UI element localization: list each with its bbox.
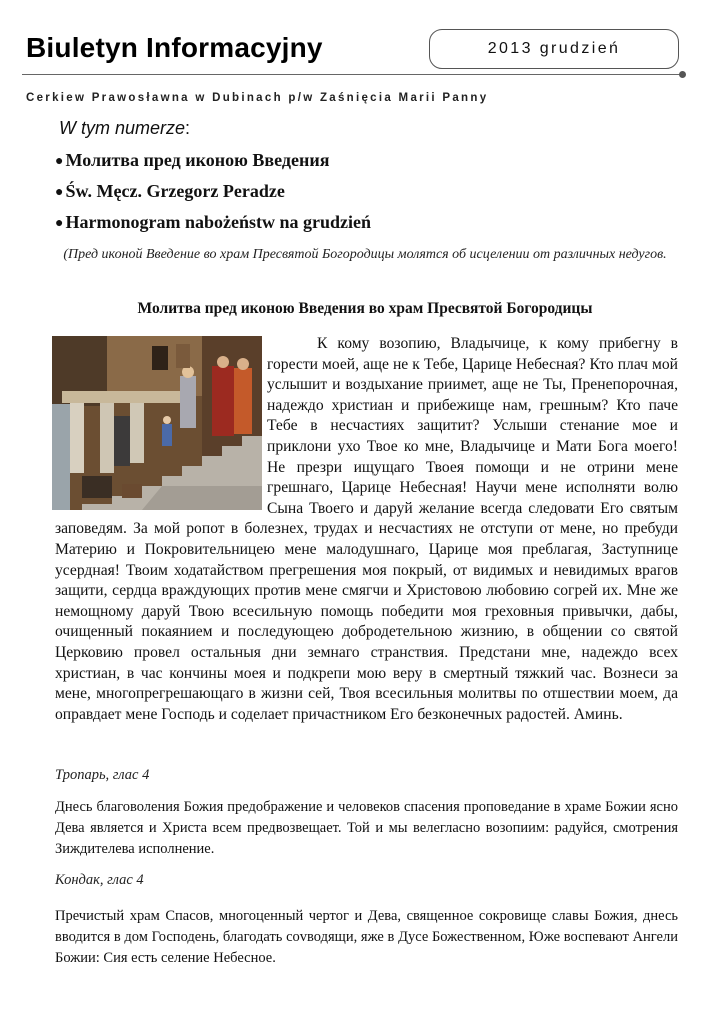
- divider-end-dot: [679, 71, 686, 78]
- toc-heading-text: W tym numerze: [59, 118, 186, 138]
- bullet-icon: ●: [55, 154, 64, 169]
- troparion-label: Тропарь, глас 4: [55, 767, 150, 783]
- toc-item: [55, 177, 371, 208]
- bulletin-title: Biuletyn Informacyjny: [26, 32, 323, 63]
- prayer-text: К кому возопию, Владычице, к кому прибегну в горести моей, аще не к Тебе, Царице Небесная? Кто плач мой услышит и воздыхание приимет, аще не Ты, Пренепорочная, надеждо христиан и прибежище нам, грешным? Кто паче Тебе в несчастиях защитит? Услыши стенание мое и приклони ухо Твое ко мне, Владычице и Мати Бога моего! Не презри ищущаго Твоея помощи и не отрини мене грешнаго, Царице Небесная! Научи мене исполняти волю Сына Твоего и даруй желание всегда следовати Его святым заповедям. За мой ропот в болезнех, трудах и несчастиях не отступи от мене, но пребуди Материю и Покровительницею мене малодушнаго, Царице моя преблагая, Заступнице усердная! Твоим ходатайством прегрешения моя покрый, от видимых и невидимых врагов защити, сердца враждующих против мене смягчи и Христовою любовию согрей их. Мне же немощному даруй Твою всесильную помощь победити моя греховныя привычки, дабы, очищенный покаянием и последующею добродетельною жизнию, в общении со святой Церковию провел остальныя дни земнаго странствия. Предстани мне, надеждо всех христиан, в час кончины моея и подкрепи мою веру в смертный тяжкий час. Вознеси за мене, многопрегрешающаго в жизни сей, Твоя всесильныя молитвы по отшествии моем, да оправдает мене Господь и соделает причастником Его безконечных радостей. Аминь.: [55, 335, 678, 723]
- toc-item-label: Молитва пред иконою Введения: [65, 150, 330, 170]
- kontakion-text: Пречистый храм Спасов, многоценный чертог и Дева, священное сокровище славы Божия, днесь вводится в дом Господень, благодать сovводящи, яже в Дусе Божественном, Юже воспевают Ангели Божии: Сия есть селение Небесное.: [55, 908, 678, 966]
- table-of-contents: [55, 146, 371, 239]
- bullet-icon: ●: [55, 185, 64, 200]
- prayer-title: Молитва пред иконою Введения во храм Пресвятой Богородицы: [137, 300, 593, 317]
- bullet-icon: ●: [55, 216, 64, 231]
- toc-item: [55, 146, 371, 177]
- troparion-text: Днесь благоволения Божия предображение и человеков спасения проповедание в храме Божии ясно Дева является и Христа всем предвозвещает. Той и мы велегласно возопиим: радуйся, смотрения Зиждителева исполнение.: [55, 799, 678, 857]
- issue-date-badge: [429, 29, 679, 69]
- parish-subtitle: Cerkiew Prawosławna w Dubinach p/w Zaśnięcia Marii Panny: [26, 92, 489, 104]
- kontakion-label: Кондак, глас 4: [55, 872, 144, 888]
- toc-heading-colon: :: [185, 118, 191, 138]
- toc-item-label: Św. Męcz. Grzegorz Peradze: [65, 181, 285, 201]
- issue-date: 2013 grudzień: [487, 40, 621, 57]
- intro-note: (Пред иконой Введение во храм Пресвятой Богородицы молятся об исцелении от различных недугов.: [63, 247, 667, 262]
- toc-item-label: Harmonogram nabożeństw na grudzień: [65, 212, 371, 232]
- toc-item: [55, 208, 371, 239]
- header-divider: [22, 74, 680, 75]
- prayer-article: [55, 334, 678, 725]
- toc-heading: [59, 118, 190, 139]
- icon-presentation-image: [52, 336, 262, 510]
